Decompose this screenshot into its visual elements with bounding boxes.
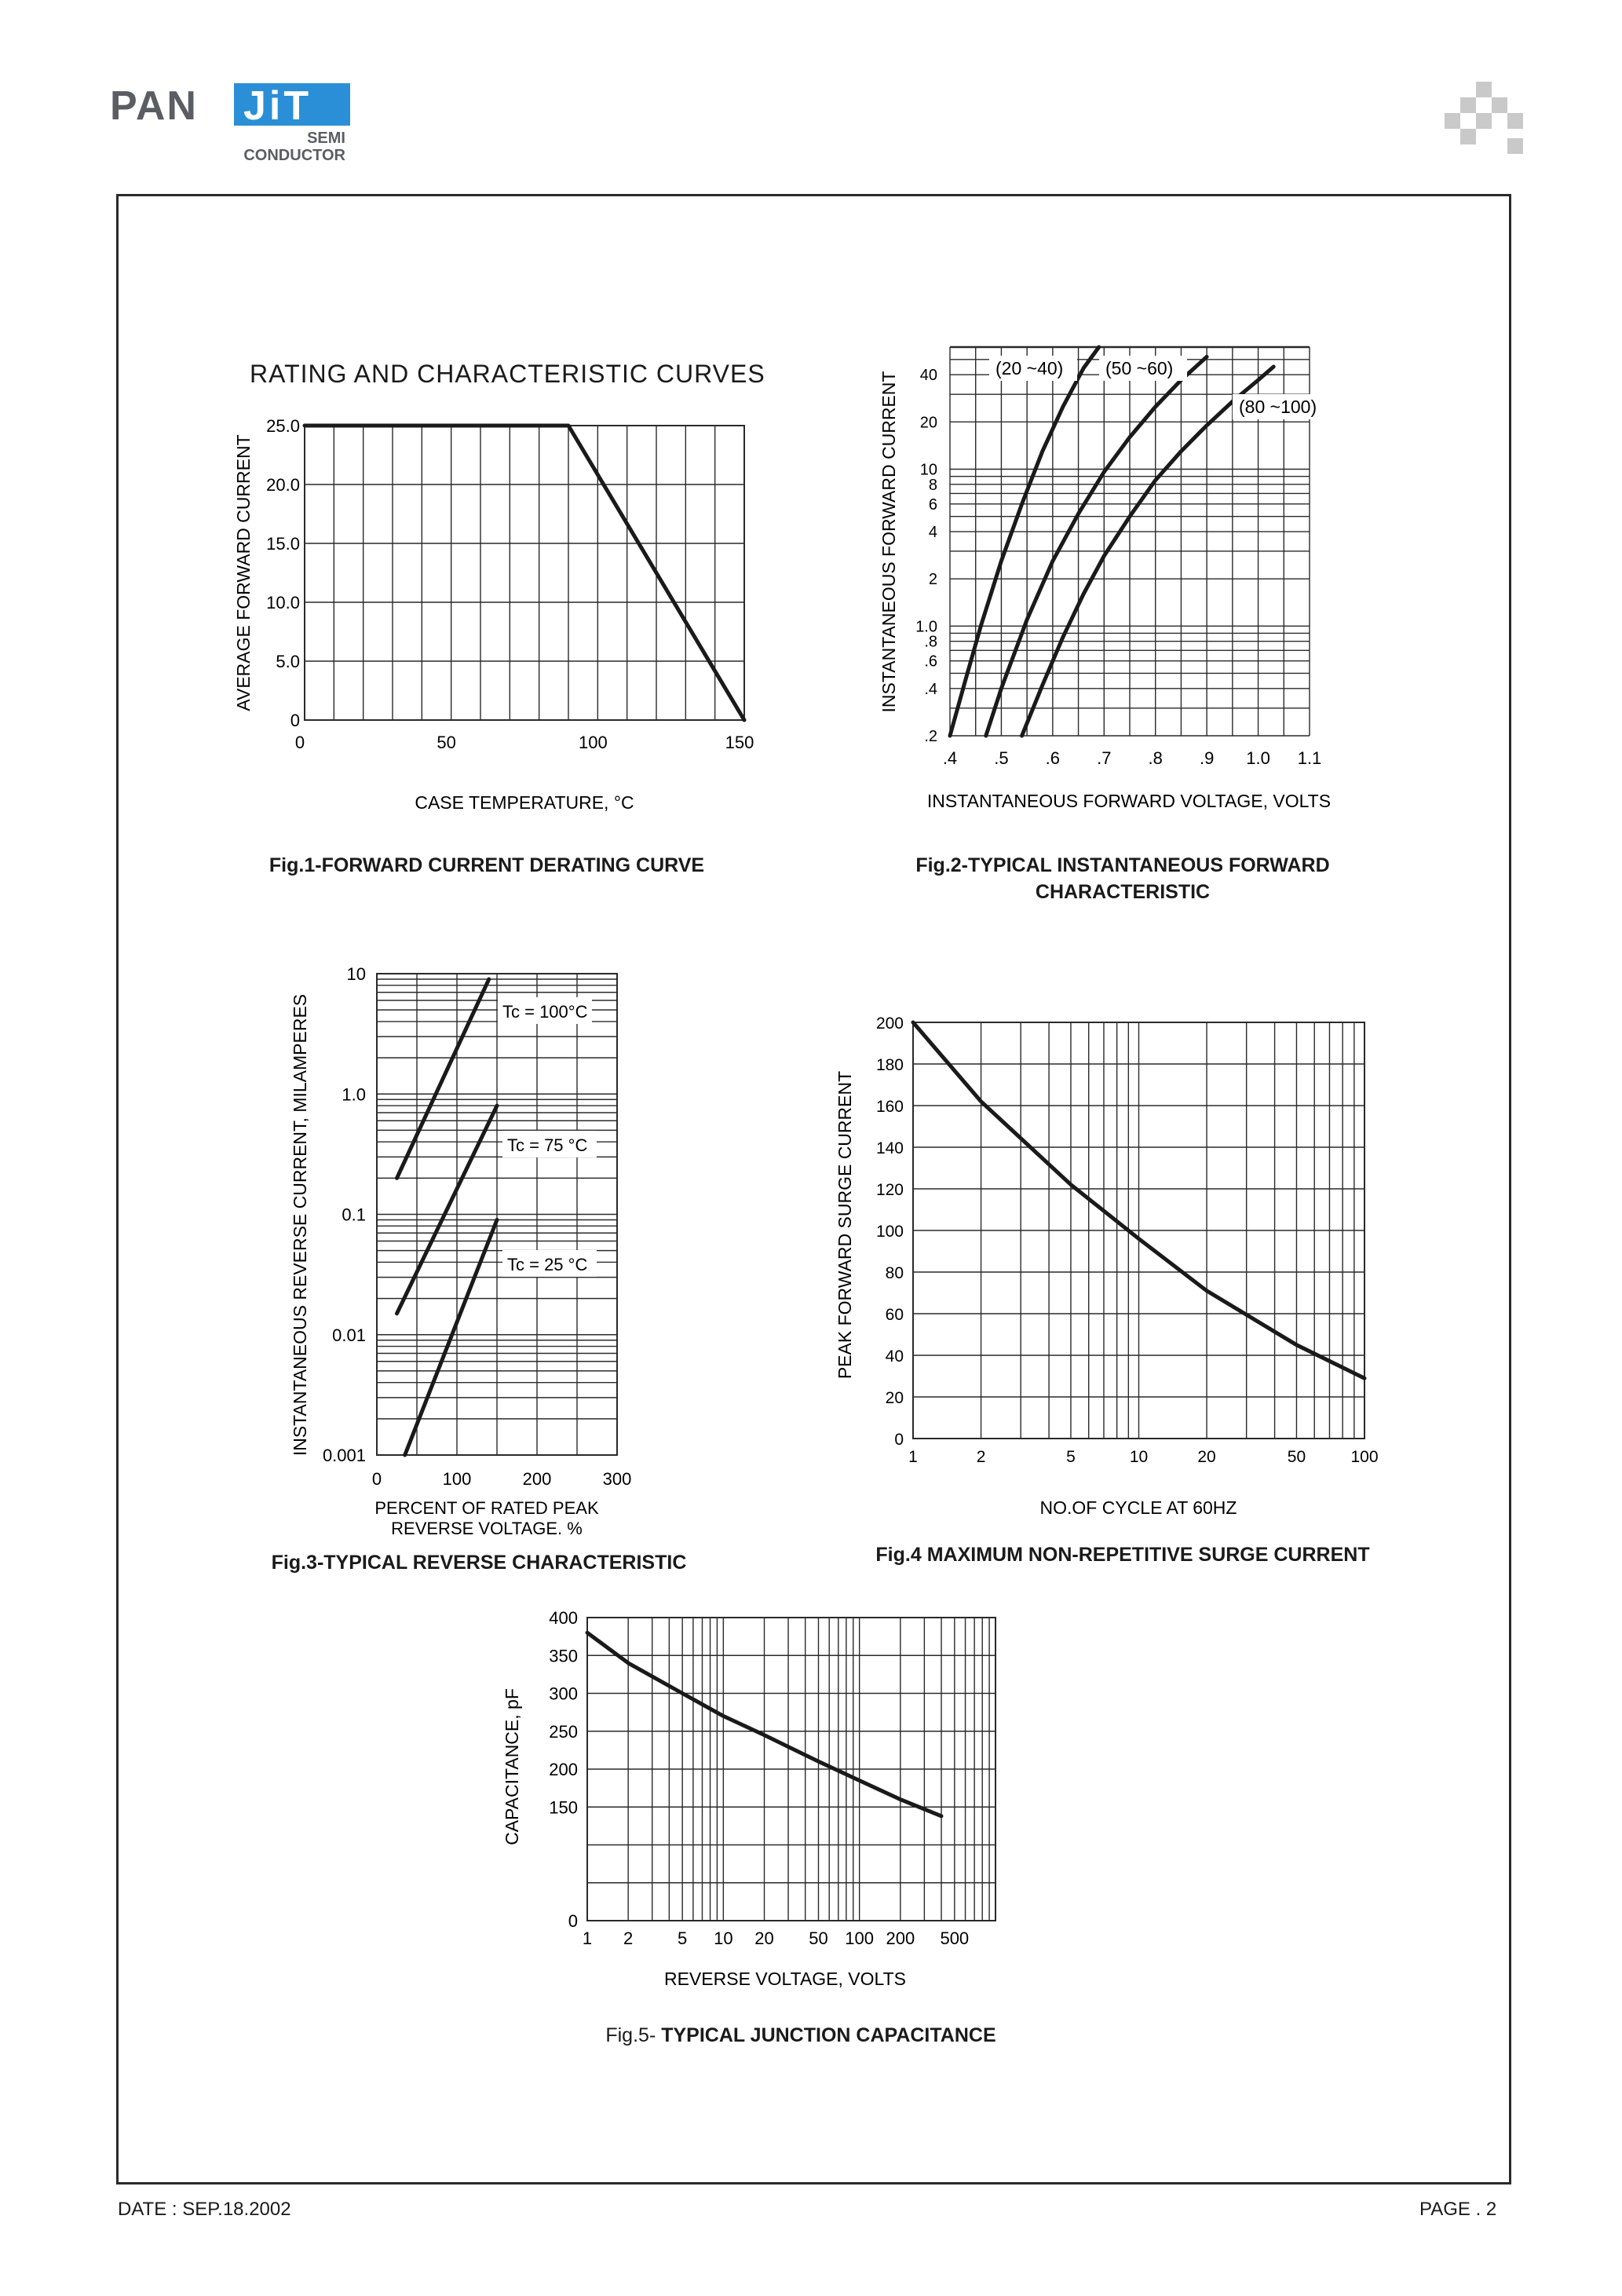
fig2-x-axis-label: INSTANTANEOUS FORWARD VOLTAGE, VOLTS: [926, 791, 1332, 811]
fig5-x-tick-label: 500: [940, 1929, 970, 1948]
logo-conductor-text: CONDUCTOR: [243, 147, 345, 164]
fig1-y-tick-label: 15.0: [266, 534, 300, 554]
fig1-x-tick-label: 50: [437, 733, 456, 752]
fig5-y-tick-label: 300: [549, 1684, 578, 1704]
fig1-x-axis-label: CASE TEMPERATURE, °C: [415, 792, 634, 813]
fig3-series-line-2: [405, 1220, 497, 1456]
fig1-caption: Fig.1-FORWARD CURRENT DERATING CURVE: [269, 854, 705, 876]
fig1-x-tick-label: 150: [725, 733, 754, 752]
page-title: RATING AND CHARACTERISTIC CURVES: [250, 360, 765, 388]
fig2-y-tick-label: .4: [924, 680, 937, 698]
fig2-y-tick-label: .6: [924, 653, 937, 671]
fig2-y-tick-label: 1.0: [915, 618, 937, 636]
fig2-y-tick-label: 6: [928, 495, 937, 514]
fig2-caption-line1: Fig.2-TYPICAL INSTANTANEOUS FORWARD: [915, 854, 1330, 876]
footer-date: DATE : SEP.18.2002: [118, 2199, 291, 2220]
fig3-x-tick-label: 200: [522, 1469, 552, 1489]
fig4-x-tick-label: 100: [1350, 1448, 1379, 1466]
fig4-y-tick-label: 80: [885, 1264, 904, 1282]
fig2-y-tick-label: .2: [924, 728, 937, 745]
fig1-plot-area: [305, 426, 744, 720]
fig4-y-tick-label: 200: [875, 1015, 904, 1033]
fig2-x-tick-label: 1.1: [1297, 748, 1322, 768]
fig4-y-tick-label: 160: [875, 1098, 904, 1116]
fig1-y-tick-label: 20.0: [266, 475, 300, 495]
fig5-x-tick-label: 1: [582, 1929, 593, 1948]
fig4-y-tick-label: 40: [885, 1347, 904, 1366]
fig4-y-tick-label: 140: [875, 1139, 904, 1157]
fig5-y-tick-label: 250: [549, 1721, 578, 1742]
fig1-x-tick-label: 100: [578, 733, 608, 752]
fig4-x-tick-label: 20: [1197, 1448, 1216, 1466]
fig1-y-tick-label: 5.0: [276, 652, 300, 671]
fig2-x-tick-label: 1.0: [1246, 748, 1270, 768]
fig5-y-tick-label: 0: [568, 1911, 578, 1931]
fig5-y-axis-label: CAPACITANCE, pF: [502, 1688, 522, 1845]
fig2-series-line-1: [986, 356, 1207, 736]
fig2-x-tick-label: .9: [1199, 748, 1215, 768]
fig3-y-tick-label: 10: [346, 964, 366, 984]
fig4-y-tick-label: 20: [885, 1389, 904, 1407]
fig5-x-tick-label: 50: [809, 1929, 828, 1948]
fig3-series-label: Tc = 100°C: [502, 1002, 588, 1022]
fig2-y-axis-label: INSTANTANEOUS FORWARD CURRENT: [879, 371, 899, 713]
fig2-x-tick-label: .8: [1148, 748, 1163, 768]
fig5-x-tick-label: 5: [678, 1929, 688, 1948]
fig5-x-tick-label: 10: [714, 1929, 733, 1948]
logo-pan-text: PAN: [110, 83, 198, 129]
fig3-x-tick-label: 0: [371, 1469, 382, 1489]
fig2-series-label: (80 ~100): [1239, 397, 1317, 417]
fig3-y-axis-label: INSTANTANEOUS REVERSE CURRENT, MILAMPERES: [290, 993, 310, 1457]
fig2-x-tick-label: .6: [1045, 748, 1061, 768]
fig5-y-tick-label: 200: [549, 1760, 578, 1779]
fig4-y-tick-label: 0: [894, 1431, 904, 1449]
fig3-series-label: Tc = 75 °C: [507, 1135, 588, 1155]
fig1-y-tick-label: 0: [290, 711, 300, 730]
fig2-series-label: (50 ~60): [1105, 358, 1174, 378]
fig3-y-tick-label: 0.1: [342, 1205, 366, 1225]
fig3-x-axis-label: REVERSE VOLTAGE. %: [391, 1519, 583, 1538]
fig5-y-tick-label: 400: [549, 1608, 578, 1628]
fig2-y-tick-label: 20: [919, 414, 937, 432]
fig5-x-axis-label: REVERSE VOLTAGE, VOLTS: [663, 1969, 907, 1989]
fig2-series-line-0: [950, 347, 1099, 736]
fig5-y-tick-label: 350: [549, 1646, 578, 1666]
fig5-caption-prefix: Fig.5-: [605, 2024, 656, 2046]
footer-page: PAGE . 2: [1419, 2199, 1497, 2220]
logo-semi-text: SEMI: [307, 130, 345, 147]
fig1-y-tick-label: 25.0: [266, 416, 300, 436]
fig5-x-tick-label: 2: [623, 1929, 634, 1948]
fig5-x-tick-label: 200: [886, 1929, 915, 1948]
fig4-x-axis-label: NO.OF CYCLE AT 60HZ: [1039, 1497, 1237, 1518]
fig5-x-tick-label: 100: [845, 1929, 875, 1948]
fig2-y-tick-label: 40: [919, 367, 937, 385]
fig1-y-tick-label: 10.0: [266, 593, 300, 612]
fig3-y-tick-label: 0.001: [322, 1446, 366, 1465]
logo-jit-text: JiT: [243, 83, 312, 129]
fig4-y-axis-label: PEAK FORWARD SURGE CURRENT: [835, 1070, 855, 1380]
fig3-caption: Fig.3-TYPICAL REVERSE CHARACTERISTIC: [271, 1552, 687, 1574]
fig5-y-tick-label: 150: [549, 1797, 578, 1818]
fig5-x-tick-label: 20: [754, 1929, 774, 1948]
fig5-caption-title: TYPICAL JUNCTION CAPACITANCE: [661, 2024, 996, 2046]
fig4-y-tick-label: 180: [875, 1056, 904, 1074]
fig3-x-tick-label: 100: [442, 1469, 472, 1489]
fig4-y-tick-label: 60: [885, 1306, 904, 1324]
fig1-series-line-0: [305, 426, 744, 720]
fig2-y-tick-label: 8: [928, 476, 937, 494]
fig4-x-tick-label: 2: [976, 1448, 986, 1466]
fig1-x-tick-label: 0: [294, 733, 305, 752]
fig4-x-tick-label: 5: [1066, 1448, 1076, 1466]
fig2-x-tick-label: .4: [942, 748, 958, 768]
fig2-y-tick-label: .8: [924, 633, 937, 651]
fig2-y-tick-label: 2: [928, 571, 937, 589]
fig2-y-tick-label: 4: [928, 524, 937, 542]
fig3-series-line-1: [397, 1106, 498, 1314]
fig3-x-axis-label: PERCENT OF RATED PEAK: [374, 1498, 599, 1518]
fig3-y-tick-label: 1.0: [342, 1084, 366, 1105]
fig3-y-tick-label: 0.01: [332, 1325, 366, 1345]
fig2-y-tick-label: 10: [919, 461, 937, 479]
fig4-y-tick-label: 120: [875, 1181, 904, 1199]
fig4-caption: Fig.4 MAXIMUM NON-REPETITIVE SURGE CURRENT: [875, 1544, 1370, 1566]
fig5-caption: [487, 2024, 1115, 2047]
fig4-y-tick-label: 100: [875, 1223, 904, 1241]
fig2-x-tick-label: .7: [1097, 748, 1112, 768]
fig2-x-tick-label: .5: [994, 748, 1009, 768]
fig3-series-label: Tc = 25 °C: [507, 1255, 588, 1274]
fig4-x-tick-label: 1: [908, 1448, 918, 1466]
fig1-y-axis-label: AVERAGE FORWARD CURRENT: [233, 434, 254, 711]
fig2-series-label: (20 ~40): [995, 358, 1064, 378]
fig4-x-tick-label: 10: [1129, 1448, 1149, 1466]
fig3-x-tick-label: 300: [602, 1469, 632, 1489]
fig2-caption-line2: CHARACTERISTIC: [1035, 881, 1211, 903]
fig4-x-tick-label: 50: [1287, 1448, 1306, 1466]
